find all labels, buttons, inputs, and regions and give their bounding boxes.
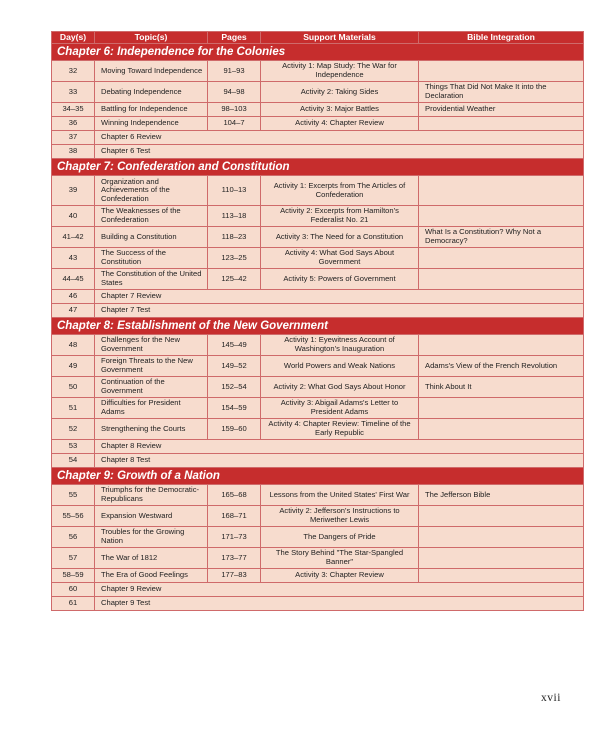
topic-cell: The Success of the Constitution <box>95 248 208 269</box>
day-cell: 41–42 <box>52 227 95 248</box>
day-cell: 51 <box>52 398 95 419</box>
pages-cell: 110–13 <box>208 176 261 206</box>
topic-cell: Winning Independence <box>95 117 208 131</box>
topic-cell: Foreign Threats to the New Government <box>95 356 208 377</box>
support-materials-cell: The Story Behind "The Star-Spangled Banner" <box>261 548 419 569</box>
topic-cell: Troubles for the Growing Nation <box>95 527 208 548</box>
support-materials-cell: Activity 4: Chapter Review <box>261 117 419 131</box>
day-cell: 60 <box>52 583 95 597</box>
bible-integration-cell <box>419 206 584 227</box>
review-row <box>52 290 584 304</box>
review-cell: Chapter 8 Test <box>95 454 584 468</box>
chapter-title: Chapter 6: Independence for the Colonies <box>52 44 584 61</box>
pages-cell: 113–18 <box>208 206 261 227</box>
bible-integration-cell <box>419 335 584 356</box>
day-cell: 47 <box>52 304 95 318</box>
table-body <box>52 44 584 611</box>
table-row <box>52 248 584 269</box>
table-row <box>52 269 584 290</box>
page-number: xvii <box>541 692 561 704</box>
bible-integration-cell <box>419 419 584 440</box>
support-materials-cell: Activity 1: Eyewitness Account of Washington's Inauguration <box>261 335 419 356</box>
header-support-materials: Support Materials <box>261 32 419 44</box>
pages-cell: 118–23 <box>208 227 261 248</box>
support-materials-cell: Activity 3: The Need for a Constitution <box>261 227 419 248</box>
chapter-title: Chapter 9: Growth of a Nation <box>52 468 584 485</box>
support-materials-cell: Activity 4: Chapter Review: Timeline of the Early Republic <box>261 419 419 440</box>
day-cell: 56 <box>52 527 95 548</box>
day-cell: 58–59 <box>52 569 95 583</box>
review-cell: Chapter 9 Review <box>95 583 584 597</box>
bible-integration-cell: Adams's View of the French Revolution <box>419 356 584 377</box>
chapter-heading-row <box>52 44 584 61</box>
support-materials-cell: World Powers and Weak Nations <box>261 356 419 377</box>
table-row <box>52 176 584 206</box>
topic-cell: Challenges for the New Government <box>95 335 208 356</box>
review-row <box>52 304 584 318</box>
bible-integration-cell: Things That Did Not Make It into the Declaration <box>419 82 584 103</box>
support-materials-cell: Activity 1: Excerpts from The Articles of Confederation <box>261 176 419 206</box>
chapter-heading-row <box>52 468 584 485</box>
table-row <box>52 103 584 117</box>
day-cell: 39 <box>52 176 95 206</box>
chapter-title: Chapter 7: Confederation and Constitution <box>52 159 584 176</box>
day-cell: 49 <box>52 356 95 377</box>
support-materials-cell: Activity 2: Jefferson's Instructions to Meriwether Lewis <box>261 506 419 527</box>
support-materials-cell: Activity 1: Map Study: The War for Independence <box>261 61 419 82</box>
header-topics: Topic(s) <box>95 32 208 44</box>
topic-cell: The Weaknesses of the Confederation <box>95 206 208 227</box>
support-materials-cell: Activity 5: Powers of Government <box>261 269 419 290</box>
pages-cell: 154–59 <box>208 398 261 419</box>
bible-integration-cell <box>419 569 584 583</box>
bible-integration-cell <box>419 61 584 82</box>
topic-cell: The War of 1812 <box>95 548 208 569</box>
day-cell: 48 <box>52 335 95 356</box>
topic-cell: Debating Independence <box>95 82 208 103</box>
bible-integration-cell <box>419 527 584 548</box>
day-cell: 44–45 <box>52 269 95 290</box>
chapter-heading-row <box>52 318 584 335</box>
header-pages: Pages <box>208 32 261 44</box>
bible-integration-cell: Providential Weather <box>419 103 584 117</box>
support-materials-cell: Activity 4: What God Says About Government <box>261 248 419 269</box>
pages-cell: 171–73 <box>208 527 261 548</box>
review-row <box>52 583 584 597</box>
support-materials-cell: Activity 3: Abigail Adams's Letter to President Adams <box>261 398 419 419</box>
review-cell: Chapter 6 Review <box>95 131 584 145</box>
day-cell: 33 <box>52 82 95 103</box>
table-row <box>52 61 584 82</box>
pages-cell: 123–25 <box>208 248 261 269</box>
table-header <box>52 32 584 44</box>
chapter-title: Chapter 8: Establishment of the New Government <box>52 318 584 335</box>
day-cell: 38 <box>52 145 95 159</box>
table-row <box>52 356 584 377</box>
pages-cell: 168–71 <box>208 506 261 527</box>
day-cell: 46 <box>52 290 95 304</box>
topic-cell: The Constitution of the United States <box>95 269 208 290</box>
review-row <box>52 440 584 454</box>
day-cell: 54 <box>52 454 95 468</box>
topic-cell: The Era of Good Feelings <box>95 569 208 583</box>
bible-integration-cell: Think About It <box>419 377 584 398</box>
table-row <box>52 82 584 103</box>
day-cell: 37 <box>52 131 95 145</box>
topic-cell: Organization and Achievements of the Confederation <box>95 176 208 206</box>
table-row <box>52 506 584 527</box>
bible-integration-cell <box>419 117 584 131</box>
topic-cell: Battling for Independence <box>95 103 208 117</box>
review-cell: Chapter 9 Test <box>95 597 584 611</box>
table-row <box>52 335 584 356</box>
review-row <box>52 131 584 145</box>
table-row <box>52 117 584 131</box>
pages-cell: 149–52 <box>208 356 261 377</box>
review-cell: Chapter 7 Test <box>95 304 584 318</box>
day-cell: 43 <box>52 248 95 269</box>
table-row <box>52 485 584 506</box>
support-materials-cell: Activity 3: Chapter Review <box>261 569 419 583</box>
table-row <box>52 527 584 548</box>
pages-cell: 152–54 <box>208 377 261 398</box>
table-row <box>52 206 584 227</box>
table-row <box>52 227 584 248</box>
header-days: Day(s) <box>52 32 95 44</box>
support-materials-cell: Activity 2: Taking Sides <box>261 82 419 103</box>
bible-integration-cell <box>419 248 584 269</box>
review-cell: Chapter 8 Review <box>95 440 584 454</box>
pages-cell: 165–68 <box>208 485 261 506</box>
topic-cell: Expansion Westward <box>95 506 208 527</box>
topic-cell: Building a Constitution <box>95 227 208 248</box>
table-row <box>52 398 584 419</box>
pages-cell: 177–83 <box>208 569 261 583</box>
pages-cell: 145–49 <box>208 335 261 356</box>
lesson-schedule-table <box>51 31 584 611</box>
support-materials-cell: Activity 2: What God Says About Honor <box>261 377 419 398</box>
day-cell: 57 <box>52 548 95 569</box>
support-materials-cell: The Dangers of Pride <box>261 527 419 548</box>
support-materials-cell: Activity 3: Major Battles <box>261 103 419 117</box>
bible-integration-cell: What Is a Constitution? Why Not a Democracy? <box>419 227 584 248</box>
review-cell: Chapter 6 Test <box>95 145 584 159</box>
pages-cell: 173–77 <box>208 548 261 569</box>
topic-cell: Strengthening the Courts <box>95 419 208 440</box>
day-cell: 32 <box>52 61 95 82</box>
day-cell: 34–35 <box>52 103 95 117</box>
support-materials-cell: Activity 2: Excerpts from Hamilton's Federalist No. 21 <box>261 206 419 227</box>
day-cell: 50 <box>52 377 95 398</box>
review-cell: Chapter 7 Review <box>95 290 584 304</box>
support-materials-cell: Lessons from the United States' First War <box>261 485 419 506</box>
table-row <box>52 569 584 583</box>
topic-cell: Moving Toward Independence <box>95 61 208 82</box>
chapter-heading-row <box>52 159 584 176</box>
pages-cell: 104–7 <box>208 117 261 131</box>
day-cell: 52 <box>52 419 95 440</box>
day-cell: 55 <box>52 485 95 506</box>
topic-cell: Continuation of the Government <box>95 377 208 398</box>
table-row <box>52 419 584 440</box>
day-cell: 53 <box>52 440 95 454</box>
table-row <box>52 548 584 569</box>
day-cell: 61 <box>52 597 95 611</box>
bible-integration-cell <box>419 548 584 569</box>
table-row <box>52 377 584 398</box>
review-row <box>52 145 584 159</box>
review-row <box>52 597 584 611</box>
bible-integration-cell: The Jefferson Bible <box>419 485 584 506</box>
topic-cell: Difficulties for President Adams <box>95 398 208 419</box>
review-row <box>52 454 584 468</box>
pages-cell: 98–103 <box>208 103 261 117</box>
topic-cell: Triumphs for the Democratic-Republicans <box>95 485 208 506</box>
pages-cell: 94–98 <box>208 82 261 103</box>
pages-cell: 91–93 <box>208 61 261 82</box>
bible-integration-cell <box>419 269 584 290</box>
bible-integration-cell <box>419 506 584 527</box>
header-bible-integration: Bible Integration <box>419 32 584 44</box>
day-cell: 40 <box>52 206 95 227</box>
day-cell: 36 <box>52 117 95 131</box>
bible-integration-cell <box>419 176 584 206</box>
bible-integration-cell <box>419 398 584 419</box>
pages-cell: 159–60 <box>208 419 261 440</box>
pages-cell: 125–42 <box>208 269 261 290</box>
day-cell: 55–56 <box>52 506 95 527</box>
